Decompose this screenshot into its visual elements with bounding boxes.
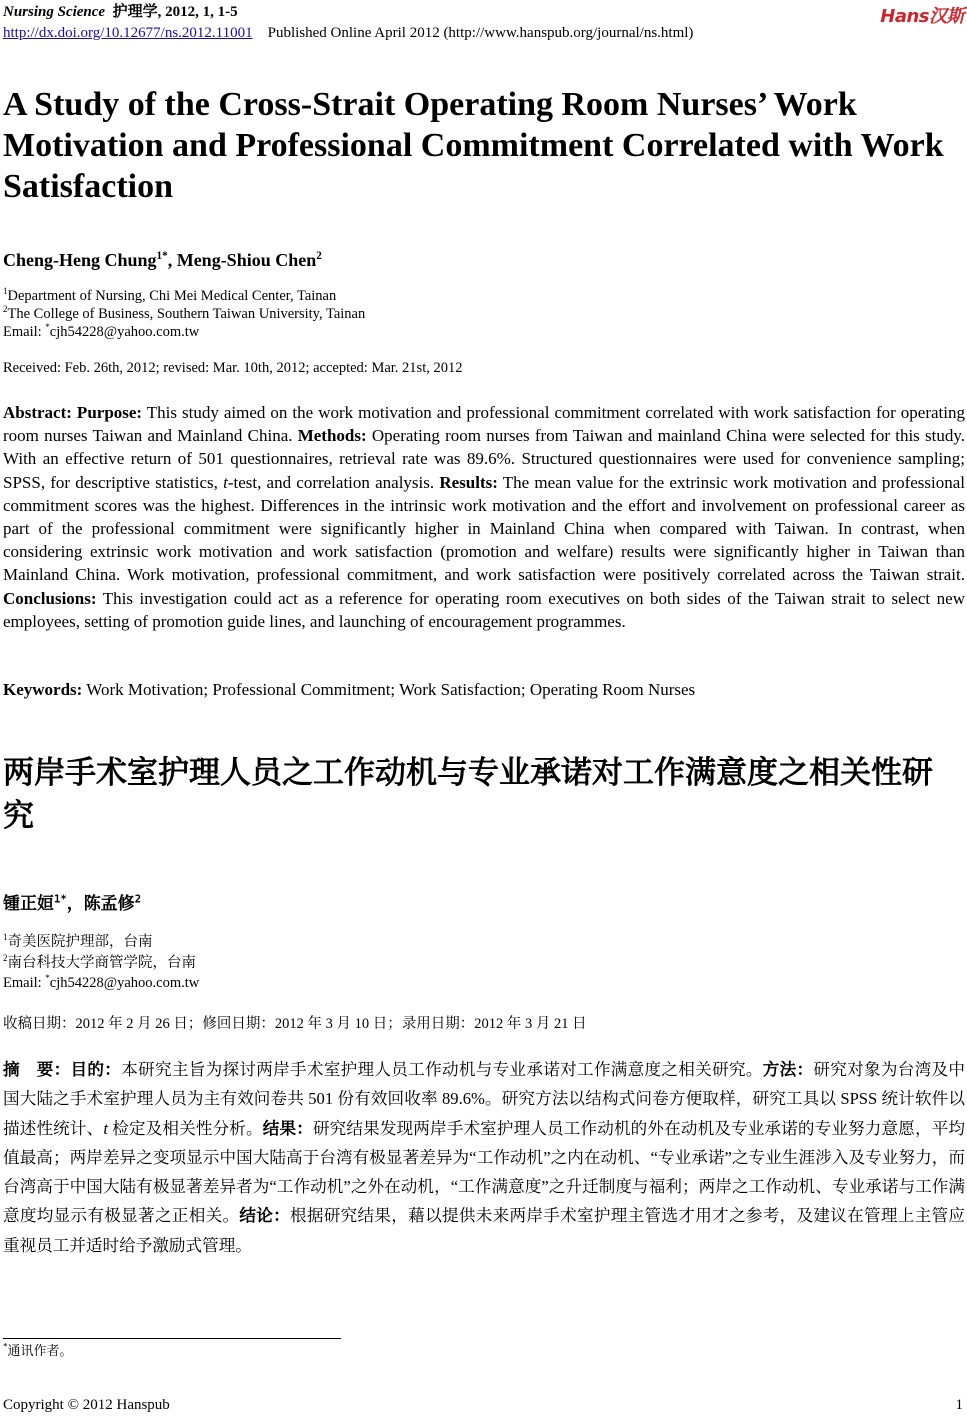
results-cn-label: 结果：: [262, 1118, 313, 1138]
author-cn-1: 锺正姮: [3, 894, 54, 914]
email-en: [3, 323, 199, 341]
affiliation-text: 奇美医院护理部，台南: [7, 934, 153, 950]
affiliation-sup: 1: [3, 932, 8, 943]
abstract-label: Abstract: Purpose:: [3, 403, 143, 422]
paper-title-cn: 两岸手术室护理人员之工作动机与专业承诺对工作满意度之相关性研究: [3, 755, 933, 834]
email-prefix: Email:: [3, 324, 46, 340]
journal-issue: 护理学, 2012, 1, 1-5: [112, 4, 238, 20]
abstract-cn-conclusions: 根据研究结果，藉以提供未来两岸手术室护理主管选才用才之参考，及建议在管理上主管应重视员工并适时给予激励式管理。: [3, 1206, 966, 1255]
email-prefix: Email:: [3, 975, 46, 991]
abstract-cn: [3, 1055, 965, 1260]
page-number: 1: [955, 1397, 963, 1413]
abstract-cn-purpose: 本研究主旨为探讨两岸手术室护理人员工作动机与专业承诺对工作满意度之相关研究。: [121, 1060, 763, 1079]
abstract-purpose: This study aimed on the work motivation and professional commitment correlated with work satisfaction for operating room nurses Taiwan and Mainland China.: [3, 403, 965, 446]
affiliation-sup: 2: [3, 953, 8, 964]
received-dates-en: Received: Feb. 26th, 2012; revised: Mar. 10th, 2012; accepted: Mar. 21st, 2012: [3, 360, 463, 376]
methods-label: Methods:: [297, 426, 367, 446]
affiliation-text: The College of Business, Southern Taiwan University, Tainan: [7, 306, 366, 322]
author-cn-2: 陈孟修: [83, 894, 135, 914]
abstract-methods-a: Operating room nurses from Taiwan and mainland China were selected for this study. With an effective return of 501 questionnaires, retrieval rate was 89.6%. Structured questionnaires were used for convenience sampling; SPSS, for descriptive statistics,: [3, 426, 965, 492]
affiliation-en-1: [3, 287, 336, 305]
footnote-text: 通讯作者。: [7, 1343, 73, 1358]
affiliation-sup: 2: [3, 304, 8, 315]
doi-link[interactable]: http://dx.doi.org/10.12677/ns.2012.11001: [3, 25, 253, 41]
conclusions-cn-label: 结论：: [239, 1206, 291, 1226]
author-1: Cheng-Heng Chung: [3, 250, 157, 270]
published-online: Published Online April 2012 (http://www.hanspub.org/journal/ns.html): [267, 25, 694, 41]
abstract-cn-label: 摘 要：目的：: [3, 1060, 122, 1079]
t-italic-cn: t: [103, 1118, 108, 1138]
hanspub-logo: Hans汉斯: [880, 6, 964, 27]
footnote-rule: [3, 1338, 341, 1339]
keywords-label: Keywords:: [3, 680, 83, 699]
paper-title-en: A Study of the Cross-Strait Operating Room Nurses’ Work Motivation and Professional Commitment Correlated with Work Satisfaction: [3, 86, 944, 205]
email-sup: *: [45, 322, 50, 333]
abstract-cn-results: 研究结果发现两岸手术室护理人员工作动机的外在动机及专业承诺的专业努力意愿，平均值最高；两岸差异之变项显示中国大陆高于台湾有极显著差异为“工作动机”之内在动机、“专业承诺”之专业生涯涉入及专业努力，而台湾高于中国大陆有极显著差异者为“工作动机”之外在动机，“工作满意度”之升迁制度与福利；两岸之工作动机、专业承诺与工作满意度均显示有极显著之正相关。: [3, 1118, 966, 1226]
conclusions-label: Conclusions:: [3, 588, 97, 608]
affiliation-en-2: [3, 305, 365, 323]
copyright: Copyright © 2012 Hanspub: [3, 1397, 170, 1413]
footnote: [3, 1340, 73, 1359]
author-2: Meng-Shiou Chen: [176, 250, 317, 270]
author-separator: ,: [167, 250, 177, 270]
email-sup: *: [45, 973, 50, 984]
abstract-cn-methods-b: 检定及相关性分析。: [107, 1118, 263, 1138]
abstract-cn-methods-a: 研究对象为台湾及中国大陆之手术室护理人员为主有效问卷共 501 份有效回收率 89.6%。研究方法以结构式问卷方便取样，研究工具以 SPSS 统计软件以描述性统计、: [3, 1060, 966, 1138]
journal-header: [3, 3, 238, 21]
abstract-methods-b: -test, and correlation analysis.: [227, 472, 440, 492]
journal-name: Nursing Science: [3, 4, 106, 20]
author-2-sup: 2: [316, 250, 322, 262]
authors-cn: [3, 889, 141, 914]
affiliation-cn-2: [3, 954, 196, 972]
doi-line: [3, 24, 693, 42]
author-1-sup: 1*: [156, 250, 168, 262]
keywords-text: Work Motivation; Professional Commitment; Work Satisfaction; Operating Room Nurses: [82, 680, 696, 699]
affiliation-sup: 1: [3, 286, 8, 297]
footnote-sup: *: [3, 1341, 8, 1352]
author-cn-2-sup: 2: [134, 893, 142, 906]
affiliation-text: Department of Nursing, Chi Mei Medical Center, Tainan: [7, 288, 337, 304]
email-cn: [3, 974, 199, 992]
keywords-en: [3, 678, 965, 701]
abstract-results: The mean value for the extrinsic work motivation and professional commitment scores was the highest. Differences in the intrinsic work motivation and the effort and involvement on professional career as part of the professional commitment were significantly higher in Mainland China when compared with Taiwan. In contrast, when considering extrinsic work motivation and work satisfaction (promotion and welfare) results were significantly higher in Taiwan than Mainland China. Work motivation, professional commitment, and work satisfaction were positively correlated across the Taiwan strait.: [3, 472, 965, 585]
abstract-en: [3, 401, 965, 633]
email-address[interactable]: cjh54228@yahoo.com.tw: [49, 975, 200, 991]
received-dates-cn: 收稿日期：2012 年 2 月 26 日；修回日期：2012 年 3 月 10 日；录用日期：2012 年 3 月 21 日: [3, 1016, 587, 1032]
affiliation-cn-1: [3, 933, 153, 951]
affiliation-text: 南台科技大学商管学院，台南: [7, 955, 196, 971]
email-address[interactable]: cjh54228@yahoo.com.tw: [49, 324, 200, 340]
author-cn-1-sup: 1*: [54, 893, 67, 906]
t-italic: t: [223, 472, 228, 492]
methods-cn-label: 方法：: [762, 1060, 814, 1079]
author-cn-separator: ，: [66, 894, 84, 914]
abstract-conclusions: This investigation could act as a reference for operating room executives on both sides of the Taiwan strait to select new employees, setting of promotion guide lines, and launching of encouragement programmes.: [3, 588, 965, 631]
results-label: Results:: [439, 472, 498, 492]
authors-en: [3, 250, 322, 271]
